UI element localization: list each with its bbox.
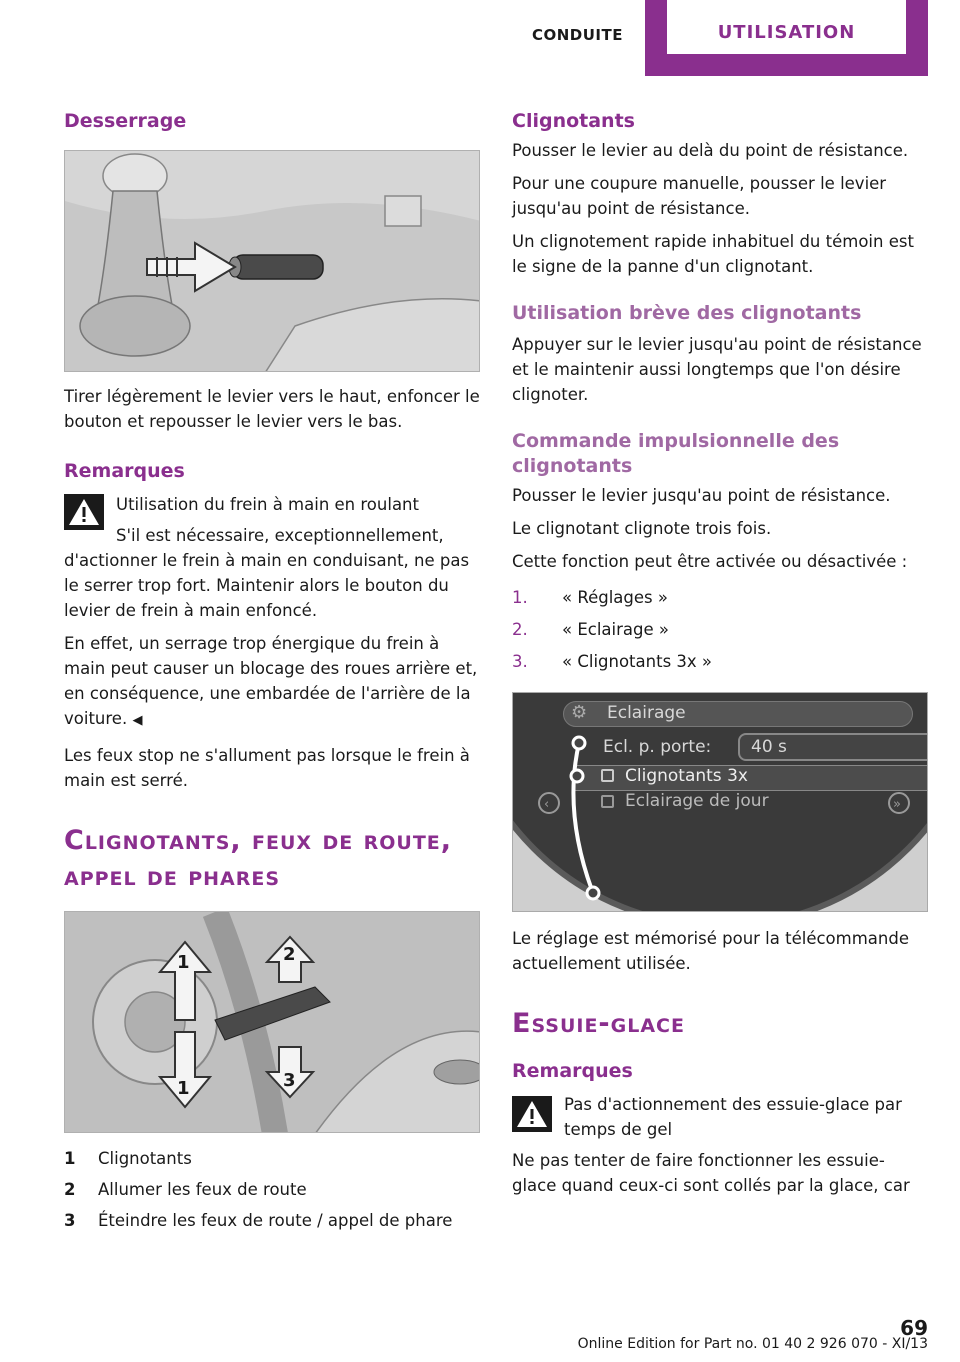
heading-clignotants: Clignotants [512,110,635,132]
heading-desserrage: Desserrage [64,110,187,132]
warning-body: d'actionner le frein à main en conduisant, ne pas le serrer trop fort. Maintenir alors le bouton du levier de frein à main enfoncé. [64,551,470,620]
svg-text:‹: ‹ [544,797,550,812]
warning-line1: S'il est nécessaire, exceptionnellement, [116,526,444,545]
warning-block-handbrake [64,492,480,548]
feux-stop-text: Les feux stop ne s'allument pas lorsque le frein à main est serré. [64,746,470,790]
step-item: 1. « Réglages » [512,588,668,607]
legend-list [64,1143,480,1236]
legend-item: 2 Allumer les feux de route [64,1180,307,1199]
steering-lever-illustration [65,912,480,1133]
screen-item3: Eclairage de jour [625,791,769,811]
impulsion-p3: Cette fonction peut être activée ou désactivée : [512,552,908,571]
clignotants-p2: Pour une coupure manuelle, pousser le levier jusqu'au point de résistance. [512,174,887,218]
svg-text:3: 3 [283,1070,296,1091]
steps-list [512,582,928,678]
right-column [512,108,928,1198]
warning-icon [64,494,104,530]
warning-block-wiper [512,1092,928,1142]
heading-remarques: Remarques [64,460,185,482]
legend-item: 3 Éteindre les feux de route / appel de phare [64,1211,453,1230]
svg-text:»: » [893,797,901,812]
warning-icon [512,1096,552,1132]
warning-title-wiper: Pas d'actionnement des essuie-glace par temps de gel [564,1095,902,1139]
screen-item1-value: 40 s [751,737,787,757]
footer-edition: Online Edition for Part no. 01 40 2 926 070 - XI/13 [577,1336,928,1352]
heading-remarques-2: Remarques [512,1060,633,1082]
handbrake-figure [64,150,480,372]
clignotants-p1: Pousser le levier au delà du point de résistance. [512,141,909,160]
svg-text:1: 1 [177,952,190,973]
heading-clignotants-section: Clignotants, feux de route, appel de phares [64,825,453,892]
menu-screen-figure [512,692,928,912]
heading-impulsion: Commande impulsionnelle des clignotants [512,430,840,477]
step-item: 2. « Eclairage » [512,620,669,639]
tab-utilisation[interactable] [645,0,928,76]
end-mark: ◀ [132,713,143,728]
breve-text: Appuyer sur le levier jusqu'au point de résistance et le maintenir aussi longtemps que l'on désire clignoter. [512,335,922,404]
svg-text:1: 1 [177,1078,190,1099]
warning-para2: En effet, un serrage trop énergique du frein à main peut causer un blocage des roues arrière et, en conséquence, une embardée de l'arrière de la voiture. ◀ [64,634,478,728]
warning-title: Utilisation du frein à main en roulant [116,495,419,514]
warning-body-wiper: Ne pas tenter de faire fonctionner les essuie-glace quand ceux-ci sont collés par la glace, car [512,1151,910,1195]
tab-conduite-label: CONDUITE [531,26,623,44]
screen-item1-label: Ecl. p. porte: [603,737,712,757]
left-column [64,108,480,1236]
screen-title: Eclairage [607,703,686,723]
page-number: 69 [900,1316,928,1340]
tab-conduite[interactable] [510,0,645,68]
impulsion-p1: Pousser le levier jusqu'au point de résistance. [512,486,891,505]
heading-breve: Utilisation brève des clignotants [512,302,862,324]
step-item: 3. « Clignotants 3x » [512,652,713,671]
settings-gear-icon: ⚙ [571,702,588,723]
handbrake-illustration [65,151,480,372]
svg-text:2: 2 [283,944,296,965]
tab-utilisation-label: UTILISATION [717,22,856,43]
memo-text: Le réglage est mémorisé pour la télécommande actuellement utilisée. [512,929,909,973]
heading-essuie-glace: Essuie-glace [512,1008,685,1039]
legend-item: 1 Clignotants [64,1149,192,1168]
desserrage-text: Tirer légèrement le levier vers le haut, enfoncer le bouton et repousser le levier vers le bas. [64,387,480,431]
steering-lever-figure [64,911,480,1133]
impulsion-p2: Le clignotant clignote trois fois. [512,519,772,538]
controller-path-illustration [513,693,928,912]
clignotants-p3: Un clignotement rapide inhabituel du témoin est le signe de la panne d'un clignotant. [512,232,914,276]
screen-item2: Clignotants 3x [625,766,748,786]
